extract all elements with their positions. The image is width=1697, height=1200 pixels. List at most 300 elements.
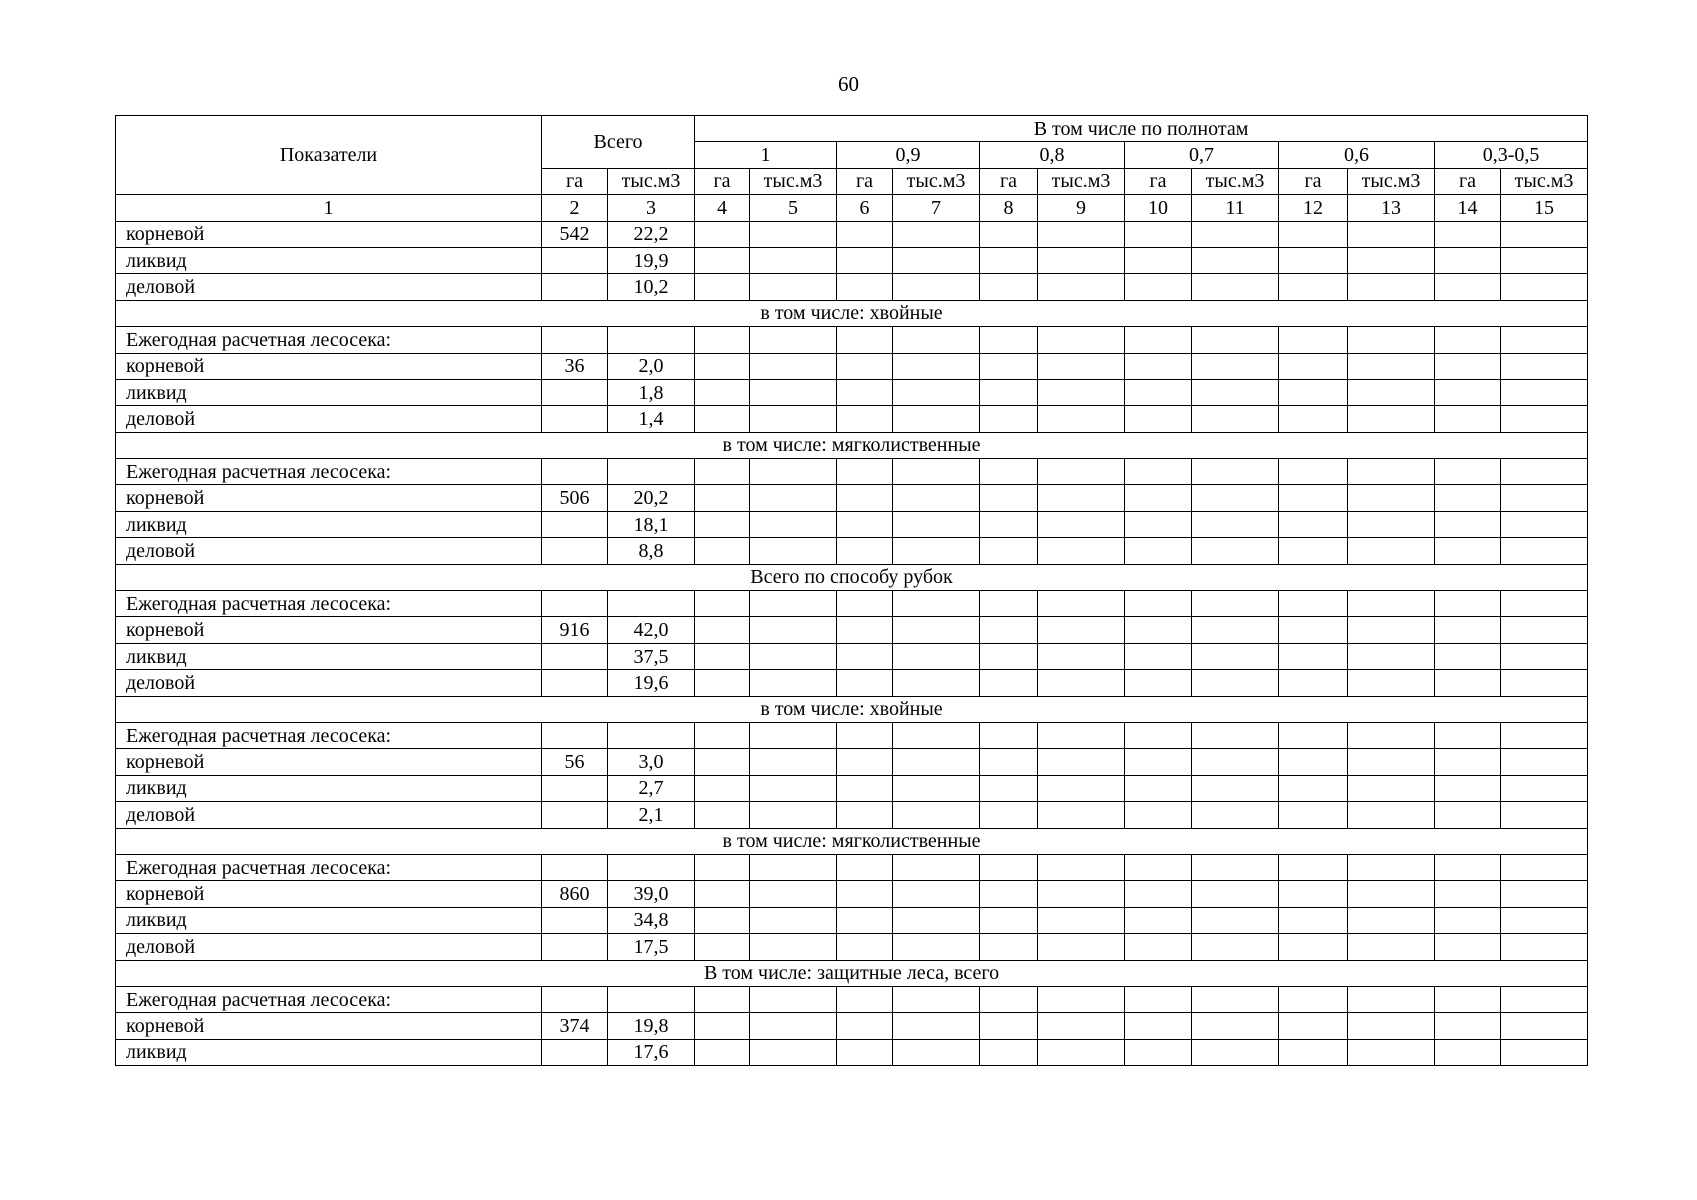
empty-cell (1501, 379, 1588, 405)
empty-cell (1348, 617, 1435, 643)
total-area-cell (542, 379, 608, 405)
table-row (116, 221, 1588, 247)
table-body (116, 221, 1588, 1066)
empty-cell (750, 327, 837, 353)
empty-cell (1501, 907, 1588, 933)
empty-cell (837, 591, 893, 617)
empty-cell (1435, 485, 1501, 511)
empty-cell (1038, 643, 1125, 669)
empty-cell (1435, 221, 1501, 247)
empty-cell (1125, 881, 1192, 907)
empty-cell (1038, 353, 1125, 379)
total-volume-cell: 17,5 (608, 934, 695, 960)
total-area-cell: 542 (542, 221, 608, 247)
row-label: корневой (116, 221, 542, 247)
empty-cell (695, 221, 750, 247)
empty-cell (1192, 1039, 1279, 1065)
empty-cell (893, 802, 980, 828)
empty-cell (695, 538, 750, 564)
row-label: Ежегодная расчетная лесосека: (116, 459, 542, 485)
empty-cell (1125, 221, 1192, 247)
empty-cell (1501, 775, 1588, 801)
section-row (116, 564, 1588, 590)
empty-cell (1435, 775, 1501, 801)
empty-cell (1192, 274, 1279, 300)
empty-cell (1125, 907, 1192, 933)
column-number: 7 (893, 195, 980, 221)
empty-cell (1348, 643, 1435, 669)
empty-cell (893, 327, 980, 353)
empty-cell (1038, 485, 1125, 511)
empty-cell (695, 274, 750, 300)
empty-cell (695, 485, 750, 511)
empty-cell (1348, 591, 1435, 617)
total-volume-cell: 34,8 (608, 907, 695, 933)
empty-cell (1038, 1039, 1125, 1065)
empty-cell (893, 379, 980, 405)
total-volume-cell: 18,1 (608, 511, 695, 537)
empty-cell (1435, 907, 1501, 933)
total-area-cell (542, 459, 608, 485)
section-title: В том числе: защитные леса, всего (116, 960, 1588, 986)
row-label: корневой (116, 749, 542, 775)
unit-area-header: га (1125, 168, 1192, 194)
empty-cell (1348, 406, 1435, 432)
empty-cell (893, 459, 980, 485)
empty-cell (980, 617, 1038, 643)
empty-cell (1348, 274, 1435, 300)
empty-cell (1348, 722, 1435, 748)
empty-cell (1038, 591, 1125, 617)
empty-cell (980, 379, 1038, 405)
empty-cell (750, 353, 837, 379)
empty-cell (1125, 327, 1192, 353)
table-row (116, 749, 1588, 775)
empty-cell (980, 485, 1038, 511)
total-volume-cell (608, 459, 695, 485)
empty-cell (750, 775, 837, 801)
total-area-cell (542, 934, 608, 960)
empty-cell (1279, 1013, 1348, 1039)
empty-cell (1279, 221, 1348, 247)
header-row-1 (116, 116, 1588, 142)
row-label: ликвид (116, 643, 542, 669)
empty-cell (1279, 274, 1348, 300)
empty-cell (1192, 247, 1279, 273)
empty-cell (1192, 643, 1279, 669)
empty-cell (980, 406, 1038, 432)
empty-cell (1279, 854, 1348, 880)
empty-cell (980, 511, 1038, 537)
empty-cell (1435, 670, 1501, 696)
total-area-cell (542, 802, 608, 828)
empty-cell (837, 854, 893, 880)
density-header: 0,7 (1125, 142, 1279, 168)
unit-area-header: га (1279, 168, 1348, 194)
empty-cell (1038, 247, 1125, 273)
empty-cell (1125, 643, 1192, 669)
empty-cell (980, 986, 1038, 1012)
total-volume-cell (608, 986, 695, 1012)
total-header: Всего (542, 116, 695, 169)
column-number: 6 (837, 195, 893, 221)
unit-area-header: га (980, 168, 1038, 194)
empty-cell (980, 670, 1038, 696)
empty-cell (980, 802, 1038, 828)
empty-cell (1501, 1013, 1588, 1039)
empty-cell (980, 274, 1038, 300)
total-volume-cell: 2,0 (608, 353, 695, 379)
empty-cell (750, 802, 837, 828)
empty-cell (695, 670, 750, 696)
row-label: деловой (116, 538, 542, 564)
empty-cell (1125, 247, 1192, 273)
empty-cell (750, 406, 837, 432)
total-volume-cell: 19,9 (608, 247, 695, 273)
unit-volume-header: тыс.м3 (893, 168, 980, 194)
empty-cell (1192, 934, 1279, 960)
total-volume-cell (608, 854, 695, 880)
empty-cell (1348, 775, 1435, 801)
empty-cell (1192, 538, 1279, 564)
empty-cell (750, 749, 837, 775)
empty-cell (1038, 274, 1125, 300)
total-area-cell (542, 907, 608, 933)
section-row (116, 696, 1588, 722)
empty-cell (750, 670, 837, 696)
empty-cell (695, 327, 750, 353)
empty-cell (1038, 459, 1125, 485)
empty-cell (1125, 511, 1192, 537)
empty-cell (695, 907, 750, 933)
empty-cell (1279, 511, 1348, 537)
empty-cell (837, 722, 893, 748)
empty-cell (1435, 353, 1501, 379)
total-area-cell (542, 327, 608, 353)
empty-cell (893, 353, 980, 379)
empty-cell (750, 459, 837, 485)
empty-cell (1125, 1013, 1192, 1039)
table-row (116, 274, 1588, 300)
empty-cell (1279, 247, 1348, 273)
table-row (116, 854, 1588, 880)
empty-cell (695, 1013, 750, 1039)
empty-cell (837, 511, 893, 537)
empty-cell (1125, 353, 1192, 379)
unit-area-header: га (1435, 168, 1501, 194)
table-row (116, 802, 1588, 828)
column-number: 15 (1501, 195, 1588, 221)
empty-cell (837, 934, 893, 960)
row-label: Ежегодная расчетная лесосека: (116, 591, 542, 617)
empty-cell (1501, 327, 1588, 353)
row-label: корневой (116, 485, 542, 511)
empty-cell (1038, 986, 1125, 1012)
unit-area-header: га (542, 168, 608, 194)
row-label: ликвид (116, 379, 542, 405)
empty-cell (1348, 986, 1435, 1012)
empty-cell (750, 986, 837, 1012)
table-row (116, 670, 1588, 696)
empty-cell (893, 1039, 980, 1065)
empty-cell (1192, 379, 1279, 405)
empty-cell (1192, 353, 1279, 379)
empty-cell (1348, 327, 1435, 353)
empty-cell (1435, 459, 1501, 485)
empty-cell (1279, 775, 1348, 801)
total-area-cell (542, 670, 608, 696)
empty-cell (750, 881, 837, 907)
empty-cell (980, 881, 1038, 907)
table-row (116, 1013, 1588, 1039)
empty-cell (750, 722, 837, 748)
empty-cell (1038, 511, 1125, 537)
total-volume-cell: 8,8 (608, 538, 695, 564)
empty-cell (1038, 379, 1125, 405)
total-area-cell (542, 1039, 608, 1065)
empty-cell (837, 353, 893, 379)
total-volume-cell: 1,8 (608, 379, 695, 405)
empty-cell (837, 907, 893, 933)
total-area-cell: 506 (542, 485, 608, 511)
total-area-cell (542, 775, 608, 801)
empty-cell (695, 353, 750, 379)
table-row (116, 986, 1588, 1012)
section-title: Всего по способу рубок (116, 564, 1588, 590)
unit-volume-header: тыс.м3 (1038, 168, 1125, 194)
row-label: ликвид (116, 907, 542, 933)
total-area-cell (542, 247, 608, 273)
empty-cell (750, 934, 837, 960)
empty-cell (893, 986, 980, 1012)
table-row (116, 538, 1588, 564)
row-label: корневой (116, 617, 542, 643)
row-label: ликвид (116, 511, 542, 537)
empty-cell (1348, 854, 1435, 880)
empty-cell (1348, 247, 1435, 273)
empty-cell (837, 538, 893, 564)
empty-cell (1192, 485, 1279, 511)
empty-cell (1279, 986, 1348, 1012)
total-area-cell: 860 (542, 881, 608, 907)
empty-cell (837, 459, 893, 485)
empty-cell (695, 1039, 750, 1065)
empty-cell (893, 1013, 980, 1039)
empty-cell (980, 749, 1038, 775)
empty-cell (695, 802, 750, 828)
row-label: деловой (116, 934, 542, 960)
total-area-cell: 374 (542, 1013, 608, 1039)
empty-cell (1038, 617, 1125, 643)
empty-cell (1501, 538, 1588, 564)
total-volume-cell: 3,0 (608, 749, 695, 775)
empty-cell (1192, 327, 1279, 353)
empty-cell (1435, 881, 1501, 907)
empty-cell (1125, 1039, 1192, 1065)
unit-area-header: га (695, 168, 750, 194)
empty-cell (750, 485, 837, 511)
empty-cell (1348, 881, 1435, 907)
empty-cell (980, 591, 1038, 617)
section-row (116, 960, 1588, 986)
density-header: 0,9 (837, 142, 980, 168)
empty-cell (750, 247, 837, 273)
column-number: 11 (1192, 195, 1279, 221)
empty-cell (893, 485, 980, 511)
empty-cell (1435, 538, 1501, 564)
empty-cell (837, 485, 893, 511)
empty-cell (695, 934, 750, 960)
empty-cell (695, 591, 750, 617)
empty-cell (1501, 722, 1588, 748)
empty-cell (1038, 670, 1125, 696)
table-row (116, 459, 1588, 485)
table-row (116, 643, 1588, 669)
density-header: 0,6 (1279, 142, 1435, 168)
empty-cell (695, 247, 750, 273)
empty-cell (1348, 749, 1435, 775)
row-label: Ежегодная расчетная лесосека: (116, 986, 542, 1012)
column-numbers-row (116, 195, 1588, 221)
empty-cell (750, 379, 837, 405)
empty-cell (1192, 406, 1279, 432)
total-area-cell (542, 511, 608, 537)
empty-cell (1501, 459, 1588, 485)
row-label: Ежегодная расчетная лесосека: (116, 854, 542, 880)
total-area-cell (542, 591, 608, 617)
empty-cell (1125, 485, 1192, 511)
density-header: 0,3-0,5 (1435, 142, 1588, 168)
empty-cell (750, 511, 837, 537)
column-number: 4 (695, 195, 750, 221)
empty-cell (1501, 749, 1588, 775)
empty-cell (1348, 511, 1435, 537)
total-volume-cell: 39,0 (608, 881, 695, 907)
empty-cell (1192, 511, 1279, 537)
empty-cell (695, 881, 750, 907)
empty-cell (1501, 406, 1588, 432)
empty-cell (1435, 617, 1501, 643)
empty-cell (1279, 881, 1348, 907)
total-volume-cell: 17,6 (608, 1039, 695, 1065)
row-label: корневой (116, 1013, 542, 1039)
total-volume-cell (608, 327, 695, 353)
empty-cell (1125, 802, 1192, 828)
empty-cell (1348, 538, 1435, 564)
empty-cell (1435, 749, 1501, 775)
empty-cell (1192, 670, 1279, 696)
empty-cell (1435, 802, 1501, 828)
column-number: 10 (1125, 195, 1192, 221)
empty-cell (1125, 379, 1192, 405)
empty-cell (837, 221, 893, 247)
section-title: в том числе: мягколиственные (116, 432, 1588, 458)
empty-cell (893, 274, 980, 300)
total-area-cell: 916 (542, 617, 608, 643)
empty-cell (1435, 934, 1501, 960)
section-row (116, 432, 1588, 458)
empty-cell (837, 406, 893, 432)
empty-cell (893, 775, 980, 801)
density-header: 1 (695, 142, 837, 168)
empty-cell (1192, 1013, 1279, 1039)
empty-cell (1038, 1013, 1125, 1039)
empty-cell (1038, 221, 1125, 247)
empty-cell (695, 722, 750, 748)
empty-cell (1192, 775, 1279, 801)
indicators-header: Показатели (116, 116, 542, 195)
empty-cell (1435, 274, 1501, 300)
empty-cell (1192, 722, 1279, 748)
total-volume-cell: 22,2 (608, 221, 695, 247)
empty-cell (837, 802, 893, 828)
empty-cell (837, 379, 893, 405)
table-row (116, 511, 1588, 537)
row-label: ликвид (116, 1039, 542, 1065)
empty-cell (837, 775, 893, 801)
empty-cell (980, 221, 1038, 247)
empty-cell (1038, 538, 1125, 564)
total-area-cell: 36 (542, 353, 608, 379)
total-volume-cell (608, 591, 695, 617)
table-row (116, 907, 1588, 933)
column-number: 14 (1435, 195, 1501, 221)
row-label: корневой (116, 353, 542, 379)
empty-cell (1435, 591, 1501, 617)
total-volume-cell: 2,7 (608, 775, 695, 801)
unit-volume-header: тыс.м3 (1348, 168, 1435, 194)
total-volume-cell: 37,5 (608, 643, 695, 669)
empty-cell (1192, 986, 1279, 1012)
total-volume-cell (608, 722, 695, 748)
section-title: в том числе: хвойные (116, 300, 1588, 326)
column-number: 13 (1348, 195, 1435, 221)
empty-cell (837, 749, 893, 775)
empty-cell (695, 643, 750, 669)
empty-cell (750, 591, 837, 617)
empty-cell (1279, 643, 1348, 669)
empty-cell (1279, 802, 1348, 828)
column-number: 2 (542, 195, 608, 221)
empty-cell (837, 247, 893, 273)
empty-cell (1501, 274, 1588, 300)
empty-cell (1279, 722, 1348, 748)
empty-cell (837, 327, 893, 353)
empty-cell (1279, 353, 1348, 379)
empty-cell (695, 775, 750, 801)
section-title: в том числе: хвойные (116, 696, 1588, 722)
table-row (116, 617, 1588, 643)
empty-cell (1038, 802, 1125, 828)
empty-cell (1435, 1013, 1501, 1039)
section-title: в том числе: мягколиственные (116, 828, 1588, 854)
table-row (116, 379, 1588, 405)
empty-cell (1125, 749, 1192, 775)
empty-cell (837, 1039, 893, 1065)
empty-cell (837, 986, 893, 1012)
empty-cell (1435, 1039, 1501, 1065)
column-number: 8 (980, 195, 1038, 221)
empty-cell (1501, 617, 1588, 643)
page-number: 60 (838, 72, 859, 96)
section-row (116, 300, 1588, 326)
empty-cell (1348, 934, 1435, 960)
empty-cell (1435, 854, 1501, 880)
density-header: 0,8 (980, 142, 1125, 168)
table-row (116, 881, 1588, 907)
total-volume-cell: 1,4 (608, 406, 695, 432)
empty-cell (1501, 643, 1588, 669)
